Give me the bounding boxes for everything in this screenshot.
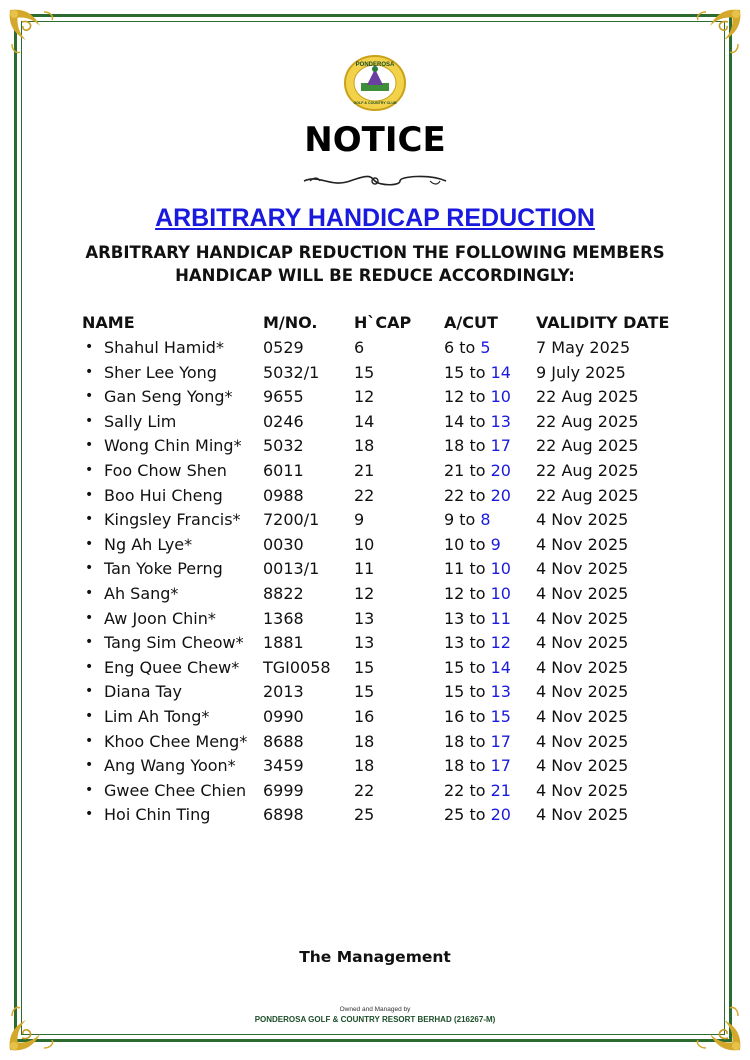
member-handicap: 9 [354,510,365,530]
bullet-icon: • [85,683,94,700]
member-name: Gwee Chee Chien [104,780,247,800]
cut-joiner: to [454,510,481,530]
member-number: 0529 [263,338,304,357]
cut-to: 14 [490,362,511,382]
member-handicap: 15 [354,657,375,677]
notice-title: ARBITRARY HANDICAP REDUCTION [155,204,595,232]
table-row [82,387,682,412]
member-handicap: 13 [354,633,375,653]
member-handicap: 13 [354,608,375,628]
validity-date: 4 Nov 2025 [536,559,629,579]
member-number: 0246 [263,411,304,431]
validity-date: 4 Nov 2025 [536,731,629,751]
cut-from: 15 [444,362,465,382]
cut-from: 21 [444,460,465,480]
validity-date: 22 Aug 2025 [536,485,639,505]
table-row [82,363,682,388]
cut-joiner: to [464,583,491,603]
col-hcap-header: H`CAP [354,313,412,332]
member-name: Khoo Chee Meng* [104,731,248,751]
cut-joiner: to [464,731,491,751]
subtitle-line: HANDICAP WILL BE REDUCE ACCORDINGLY: [175,266,575,285]
member-name: Foo Chow Shen [104,460,227,480]
member-name: Shahul Hamid* [104,338,224,357]
handicap-cut [444,363,511,382]
member-name: Sher Lee Yong [104,362,217,382]
table-row [82,732,682,757]
member-number: 1881 [263,633,304,653]
member-name: Lim Ah Tong* [104,706,210,726]
club-logo [339,55,411,111]
validity-date: 22 Aug 2025 [536,387,639,407]
cut-to: 8 [480,510,491,530]
cut-from: 12 [444,583,465,603]
handicap-table [82,313,682,830]
cut-to: 21 [490,780,511,800]
member-number: TGI0058 [263,657,331,677]
owned-by-text: Owned and Managed by [339,1006,411,1013]
cut-joiner: to [464,805,491,825]
validity-date: 4 Nov 2025 [536,706,629,726]
member-name: Ng Ah Lye* [104,534,193,554]
table-row [82,535,682,560]
col-mno-header: M/NO. [263,313,318,332]
cut-from: 18 [444,756,465,776]
handicap-cut [444,781,511,800]
validity-date: 7 May 2025 [536,338,631,357]
bullet-icon: • [85,339,94,355]
handicap-cut [444,338,491,357]
member-handicap: 11 [354,559,375,579]
member-handicap: 16 [354,706,375,726]
cut-joiner: to [464,485,491,505]
member-handicap: 25 [354,805,375,825]
validity-date: 22 Aug 2025 [536,411,639,431]
col-acut-header: A/CUT [444,313,498,332]
member-number: 0988 [263,485,304,505]
signoff: The Management [299,948,451,966]
cut-from: 13 [444,633,465,653]
cut-to: 10 [490,583,511,603]
table-row [82,658,682,683]
table-row [82,682,682,707]
col-name-header: NAME [82,313,135,332]
member-handicap: 15 [354,682,375,702]
cut-from: 25 [444,805,465,825]
cut-to: 9 [490,534,501,554]
cut-joiner: to [464,460,491,480]
table-row [82,436,682,461]
bullet-icon: • [85,486,94,503]
cut-joiner: to [464,756,491,776]
member-handicap: 18 [354,756,375,776]
table-row [82,461,682,486]
member-handicap: 22 [354,485,375,505]
cut-to: 20 [490,460,511,480]
handicap-cut [444,707,511,726]
cut-to: 11 [490,608,511,628]
member-name: Sally Lim [104,411,177,431]
member-handicap: 6 [354,338,365,357]
cut-from: 13 [444,608,465,628]
cut-to: 15 [490,706,511,726]
validity-date: 4 Nov 2025 [536,510,629,530]
validity-date: 4 Nov 2025 [536,682,629,702]
subtitle-line: ARBITRARY HANDICAP REDUCTION THE FOLLOWING MEMBERS [85,243,665,262]
member-number: 7200/1 [263,510,320,530]
handicap-cut [444,559,511,578]
cut-from: 12 [444,387,465,407]
table-row [82,338,682,363]
cut-joiner: to [464,780,491,800]
member-name: Kingsley Francis* [104,510,241,530]
corner-ornament-icon [4,996,64,1056]
member-number: 2013 [263,682,304,702]
member-handicap: 15 [354,362,375,382]
cut-from: 14 [444,411,465,431]
cut-joiner: to [464,534,491,554]
cut-from: 22 [444,485,465,505]
cut-from: 15 [444,682,465,702]
table-row [82,633,682,658]
bullet-icon: • [85,461,94,478]
cut-joiner: to [464,559,491,579]
bullet-icon: • [85,511,94,528]
cut-to: 13 [490,411,511,431]
handicap-cut [444,461,511,480]
validity-date: 4 Nov 2025 [536,756,629,776]
member-number: 6999 [263,780,304,800]
cut-from: 11 [444,559,465,579]
page-title: NOTICE [304,120,446,160]
member-name: Aw Joon Chin* [104,608,216,628]
handicap-cut [444,633,511,652]
member-name: Gan Seng Yong* [104,387,233,407]
cut-to: 5 [480,338,491,357]
validity-date: 22 Aug 2025 [536,460,639,480]
cut-from: 18 [444,731,465,751]
table-row [82,805,682,830]
handicap-cut [444,732,511,751]
member-handicap: 18 [354,436,375,456]
cut-joiner: to [464,657,491,677]
member-number: 3459 [263,756,304,776]
cut-joiner: to [464,633,491,653]
table-row [82,609,682,634]
bullet-icon: • [85,412,94,429]
validity-date: 4 Nov 2025 [536,534,629,554]
logo-bottom-text: GOLF & COUNTRY CLUB [353,101,397,105]
bullet-icon: • [85,535,94,552]
corner-ornament-icon [4,4,64,64]
member-handicap: 22 [354,780,375,800]
logo-top-text: PONDEROSA [355,62,395,68]
member-handicap: 14 [354,411,375,431]
member-name: Eng Quee Chew* [104,657,240,677]
company-name: PONDEROSA GOLF & COUNTRY RESORT BERHAD (216267-M) [254,1015,496,1024]
member-handicap: 12 [354,387,375,407]
bullet-icon: • [85,584,94,601]
table-row [82,486,682,511]
cut-from: 9 [444,510,455,530]
cut-to: 12 [490,633,511,653]
handicap-cut [444,584,511,603]
cut-joiner: to [464,411,491,431]
handicap-cut [444,387,511,406]
cut-joiner: to [464,608,491,628]
cut-from: 18 [444,436,465,456]
member-name: Ah Sang* [104,583,179,603]
member-number: 0990 [263,706,304,726]
bullet-icon: • [85,658,94,675]
table-row [82,707,682,732]
cut-joiner: to [464,436,491,456]
handicap-cut [444,412,511,431]
validity-date: 4 Nov 2025 [536,657,629,677]
validity-date: 4 Nov 2025 [536,583,629,603]
member-number: 6011 [263,460,304,480]
cut-to: 14 [490,657,511,677]
member-number: 0030 [263,534,304,554]
cut-joiner: to [464,387,491,407]
member-name: Tan Yoke Perng [104,559,223,579]
bullet-icon: • [85,757,94,774]
member-name: Boo Hui Cheng [104,485,223,505]
member-name: Hoi Chin Ting [104,805,211,825]
cut-to: 17 [490,731,511,751]
validity-date: 4 Nov 2025 [536,805,629,825]
cut-to: 13 [490,682,511,702]
validity-date: 4 Nov 2025 [536,608,629,628]
table-header [82,313,682,338]
bullet-icon: • [85,732,94,749]
cut-from: 15 [444,657,465,677]
member-handicap: 12 [354,583,375,603]
table-row [82,781,682,806]
table-row [82,412,682,437]
handicap-cut [444,756,511,775]
table-body [82,338,682,830]
cut-joiner: to [464,362,491,382]
handicap-cut [444,805,511,824]
bullet-icon: • [85,388,94,405]
bullet-icon: • [85,363,94,380]
cut-joiner: to [464,706,491,726]
member-name: Wong Chin Ming* [104,436,242,456]
table-row [82,559,682,584]
validity-date: 4 Nov 2025 [536,633,629,653]
handicap-cut [444,682,511,701]
handicap-cut [444,436,511,455]
cut-to: 10 [490,559,511,579]
cut-to: 20 [490,485,511,505]
member-name: Ang Wang Yoon* [104,756,236,776]
member-number: 5032 [263,436,304,456]
member-number: 9655 [263,387,304,407]
member-number: 8688 [263,731,304,751]
bullet-icon: • [85,560,94,577]
cut-to: 17 [490,436,511,456]
table-row [82,584,682,609]
validity-date: 22 Aug 2025 [536,436,639,456]
corner-ornament-icon [686,996,746,1056]
handicap-cut [444,609,511,628]
notice-subtitle [0,241,750,287]
cut-to: 17 [490,756,511,776]
handicap-cut [444,510,491,529]
member-number: 5032/1 [263,362,320,382]
member-handicap: 10 [354,534,375,554]
table-row [82,756,682,781]
divider-swirl-icon [300,172,450,190]
col-date-header: VALIDITY DATE [536,313,670,332]
bullet-icon: • [85,806,94,823]
bullet-icon: • [85,781,94,798]
member-number: 1368 [263,608,304,628]
validity-date: 9 July 2025 [536,362,626,382]
cut-joiner: to [464,682,491,702]
member-name: Diana Tay [104,682,182,702]
bullet-icon: • [85,609,94,626]
cut-to: 10 [490,387,511,407]
bullet-icon: • [85,634,94,651]
member-handicap: 18 [354,731,375,751]
table-row [82,510,682,535]
cut-joiner: to [454,338,481,357]
corner-ornament-icon [686,4,746,64]
handicap-cut [444,535,501,554]
cut-from: 16 [444,706,465,726]
validity-date: 4 Nov 2025 [536,780,629,800]
handicap-cut [444,658,511,677]
bullet-icon: • [85,707,94,724]
cut-to: 20 [490,805,511,825]
member-name: Tang Sim Cheow* [104,633,244,653]
member-number: 0013/1 [263,559,320,579]
cut-from: 6 [444,338,455,357]
member-number: 8822 [263,583,304,603]
cut-from: 10 [444,534,465,554]
member-number: 6898 [263,805,304,825]
member-handicap: 21 [354,460,375,480]
cut-from: 22 [444,780,465,800]
handicap-cut [444,486,511,505]
bullet-icon: • [85,437,94,454]
